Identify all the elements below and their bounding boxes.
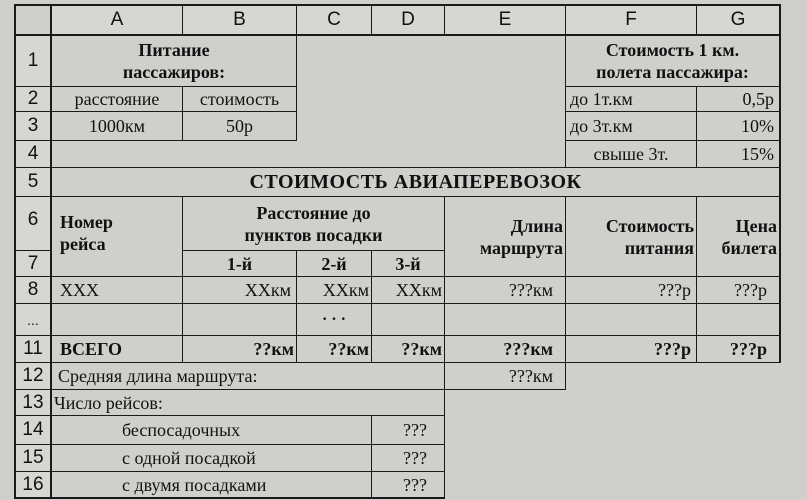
- flight-number-header-line2: рейса: [60, 234, 106, 254]
- cost-per-km-value-1[interactable]: 0,5р: [742, 89, 774, 109]
- grid-line: [371, 416, 372, 499]
- grid-line: [565, 197, 566, 390]
- nonstop-value[interactable]: ???: [403, 420, 427, 440]
- grid-line: [14, 415, 445, 416]
- row8-flight[interactable]: XXX: [60, 280, 99, 300]
- grid-line: [565, 35, 566, 168]
- grid-line: [296, 4, 297, 35]
- column-header-g[interactable]: G: [697, 5, 779, 35]
- total-label[interactable]: ВСЕГО: [60, 339, 123, 359]
- column-header-f[interactable]: F: [566, 5, 696, 35]
- cost-per-km-value-2[interactable]: 10%: [741, 116, 774, 136]
- row-header-13[interactable]: 13: [15, 390, 51, 415]
- ticket-price-header-line1: Цена: [735, 215, 777, 236]
- grid-line: [14, 471, 445, 472]
- grid-line: [182, 197, 183, 363]
- distance-header-line2: пунктов посадки: [244, 224, 383, 245]
- grid-line: [444, 4, 445, 35]
- grid-line: [182, 4, 183, 35]
- grid-line: [296, 250, 297, 363]
- cost-per-km-label-1[interactable]: до 1т.км: [570, 89, 633, 109]
- grid-line: [50, 497, 445, 499]
- cost-per-km-title-line1: Стоимость 1 км.: [605, 40, 740, 60]
- table-title: СТОИМОСТЬ АВИАПЕРЕВОЗОК: [249, 171, 582, 193]
- total-food-cost[interactable]: ???р: [653, 339, 691, 359]
- grid-line: [14, 335, 780, 336]
- cost-per-km-value-3[interactable]: 15%: [741, 144, 774, 164]
- column-header-e[interactable]: E: [445, 5, 565, 35]
- grid-line: [696, 4, 697, 35]
- distance-header-line1: Расстояние до: [256, 202, 371, 223]
- total-distance-1[interactable]: ??км: [253, 339, 294, 359]
- food-distance-value[interactable]: 1000км: [88, 116, 146, 136]
- one-stop-value[interactable]: ???: [403, 448, 427, 468]
- grid-line: [14, 140, 51, 141]
- grid-line: [296, 35, 297, 141]
- one-stop-label[interactable]: с одной посадкой: [122, 448, 256, 468]
- flight-number-header[interactable]: [52, 197, 182, 276]
- total-route-length[interactable]: ???км: [503, 339, 553, 359]
- row8-route-length[interactable]: ???км: [508, 280, 553, 300]
- row8-distance-3[interactable]: XXкм: [395, 280, 442, 300]
- grid-line: [14, 86, 51, 87]
- average-route-label[interactable]: Средняя длина маршрута:: [58, 366, 258, 386]
- ticket-price-header[interactable]: [697, 197, 779, 276]
- grid-line: [14, 111, 51, 112]
- grid-line: [183, 250, 445, 251]
- row-header-4[interactable]: 4: [15, 141, 51, 167]
- row-header-2[interactable]: 2: [15, 87, 51, 111]
- row-header-14[interactable]: 14: [15, 416, 51, 444]
- average-route-value[interactable]: ???км: [508, 366, 553, 386]
- two-stops-label[interactable]: с двумя посадками: [122, 475, 267, 495]
- food-cost-value[interactable]: 50р: [226, 116, 253, 136]
- row8-distance-1[interactable]: XXкм: [244, 280, 291, 300]
- grid-line: [14, 276, 780, 277]
- grid-line: [14, 4, 780, 6]
- grid-line: [14, 497, 50, 499]
- cost-per-km-title-line2: полета пассажира:: [596, 62, 749, 82]
- row8-food-cost[interactable]: ???р: [658, 280, 691, 300]
- row-header-12[interactable]: 12: [15, 363, 51, 389]
- grid-line: [14, 362, 780, 363]
- grid-line: [51, 111, 297, 112]
- flights-count-label[interactable]: Число рейсов:: [54, 392, 163, 413]
- grid-line: [14, 167, 780, 168]
- grid-line: [14, 4, 16, 499]
- grid-line: [371, 250, 372, 363]
- distance-3-header[interactable]: 3-й: [395, 253, 421, 274]
- row-header-15[interactable]: 15: [15, 445, 51, 471]
- grid-line: [565, 4, 566, 35]
- row-header-6[interactable]: 6: [15, 197, 51, 250]
- cost-per-km-label-2[interactable]: до 3т.км: [570, 116, 633, 136]
- column-header-a[interactable]: A: [52, 5, 182, 35]
- dots-row-a: [52, 304, 182, 335]
- grid-line: [696, 197, 697, 363]
- food-cost-column-header-line1: Стоимость: [605, 215, 694, 236]
- food-title-line2: пассажиров:: [122, 62, 226, 82]
- column-header-c[interactable]: C: [297, 5, 371, 35]
- cost-per-km-title: [566, 36, 779, 86]
- grid-line: [14, 389, 566, 390]
- ticket-price-header-line2: билета: [721, 237, 777, 258]
- row-header-8[interactable]: 8: [15, 277, 51, 303]
- food-cost-header[interactable]: стоимость: [199, 89, 280, 109]
- grid-line: [565, 86, 780, 87]
- row8-distance-2[interactable]: XXкм: [322, 280, 369, 300]
- grid-line: [182, 86, 183, 141]
- total-distance-2[interactable]: ??км: [328, 339, 369, 359]
- food-cost-column-header[interactable]: [566, 197, 696, 276]
- cost-per-km-label-3[interactable]: свыше 3т.: [593, 144, 669, 164]
- food-cost-column-header-line2: питания: [624, 237, 694, 258]
- flight-number-header-line1: Номер: [60, 212, 113, 232]
- grid-line: [14, 444, 445, 445]
- row-header-3[interactable]: 3: [15, 112, 51, 140]
- total-distance-3[interactable]: ??км: [401, 339, 442, 359]
- route-length-header-line2: маршрута: [479, 237, 563, 258]
- grid-line: [779, 4, 781, 363]
- food-title: [52, 36, 296, 86]
- route-length-header-line1: Длина: [510, 215, 563, 236]
- grid-line: [371, 4, 372, 35]
- column-header-d[interactable]: D: [372, 5, 444, 35]
- grid-line: [14, 34, 780, 36]
- two-stops-value[interactable]: ???: [403, 475, 427, 495]
- grid-line: [696, 86, 697, 168]
- row-header-7[interactable]: 7: [15, 251, 51, 276]
- grid-line: [565, 111, 780, 112]
- grid-line: [14, 250, 51, 251]
- distance-header[interactable]: [183, 197, 444, 250]
- grid-line: [14, 196, 780, 197]
- row-header-1[interactable]: 1: [15, 36, 51, 86]
- distance-1-header[interactable]: 1-й: [226, 253, 253, 274]
- grid-line: [444, 390, 445, 499]
- row8-ticket-price[interactable]: ???р: [734, 280, 767, 300]
- row-header-dots[interactable]: ...: [15, 304, 51, 335]
- nonstop-label[interactable]: беспосадочных: [122, 420, 241, 440]
- distance-2-header[interactable]: 2-й: [321, 253, 347, 274]
- grid-line: [51, 86, 297, 87]
- grid-line: [50, 4, 52, 499]
- food-distance-header[interactable]: расстояние: [74, 89, 160, 109]
- row-header-16[interactable]: 16: [15, 472, 51, 498]
- column-header-b[interactable]: B: [183, 5, 296, 35]
- grid-line: [51, 140, 297, 141]
- grid-line: [565, 140, 780, 141]
- grid-line: [14, 303, 780, 304]
- row-header-11[interactable]: 11: [15, 336, 51, 362]
- dots-row-c: · · ·: [321, 310, 346, 328]
- grid-line: [444, 197, 445, 390]
- row-header-5[interactable]: 5: [15, 168, 51, 196]
- route-length-header[interactable]: [445, 197, 565, 276]
- total-ticket-price[interactable]: ???р: [729, 339, 767, 359]
- food-title-line1: Питание: [138, 40, 210, 60]
